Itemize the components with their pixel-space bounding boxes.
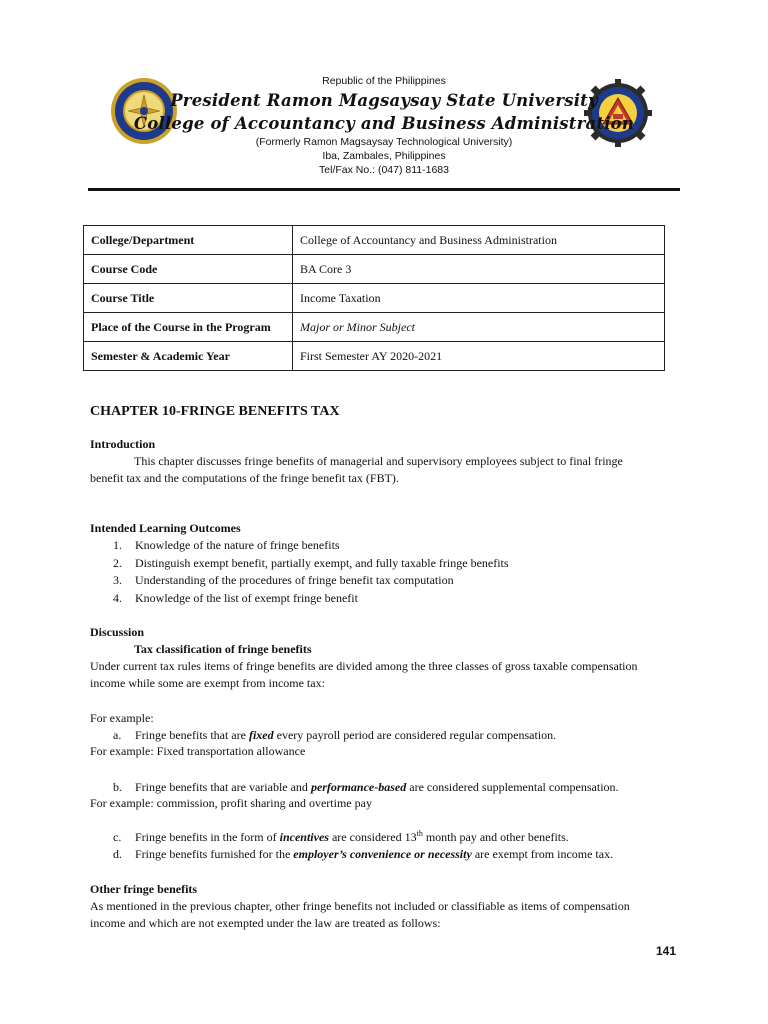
list-item: 4. Knowledge of the list of exempt fringe benefit <box>113 590 358 605</box>
list-item: b. Fringe benefits that are variable and performance-based are considered supplemental compensation. <box>113 780 619 794</box>
introduction-heading: Introduction <box>90 437 156 451</box>
row-label: Course Code <box>84 255 293 284</box>
university-name: President Ramon Magsaysay State University <box>170 91 598 110</box>
list-item: 2. Distinguish exempt benefit, partially exempt, and fully taxable fringe benefits <box>113 555 509 570</box>
college-name: College of Accountancy and Business Administration <box>133 114 635 133</box>
row-value: First Semester AY 2020-2021 <box>293 342 665 371</box>
telfax-line: Tel/Fax No.: (047) 811-1683 <box>319 164 449 176</box>
row-label: Place of the Course in the Program <box>84 313 293 342</box>
for-example-label: For example: <box>90 711 154 725</box>
list-item: 3. Understanding of the procedures of fringe benefit tax computation <box>113 573 454 587</box>
discussion-subheading: Tax classification of fringe benefits <box>134 642 312 656</box>
list-item: d. Fringe benefits furnished for the employer’s convenience or necessity are exempt from income tax. <box>113 847 614 861</box>
page-number: 141 <box>656 944 677 958</box>
row-value: Income Taxation <box>293 284 665 313</box>
other-line-2: income and which are not exempted under the law are treated as follows: <box>90 916 441 930</box>
other-heading: Other fringe benefits <box>90 882 198 896</box>
introduction-line-1: This chapter discusses fringe benefits of managerial and supervisory employees subject to final fringe <box>134 454 623 468</box>
other-line-1: As mentioned in the previous chapter, other fringe benefits not included or classifiable as items of compensation <box>90 899 630 913</box>
list-item: c. Fringe benefits in the form of incentives are considered 13th month pay and other benefits. <box>113 829 569 844</box>
row-label: Semester & Academic Year <box>84 342 293 371</box>
list-item: 1. Knowledge of the nature of fringe benefits <box>113 538 340 552</box>
table-row <box>84 313 665 342</box>
header-divider <box>88 188 680 191</box>
row-label: College/Department <box>84 226 293 255</box>
discussion-line-1: Under current tax rules items of fringe benefits are divided among the three classes of gross taxable compensation <box>90 659 638 673</box>
outcomes-heading: Intended Learning Outcomes <box>90 521 241 535</box>
formerly-line: (Formerly Ramon Magsaysay Technological University) <box>255 136 513 148</box>
discussion-heading: Discussion <box>90 625 145 639</box>
address-line: Iba, Zambales, Philippines <box>322 150 446 162</box>
table-row <box>84 284 665 313</box>
introduction-line-2: benefit tax and the computations of the fringe benefit tax (FBT). <box>90 471 399 485</box>
table-row <box>84 342 665 371</box>
list-item: a. Fringe benefits that are fixed every payroll period are considered regular compensation. <box>113 728 557 742</box>
row-value: Major or Minor Subject <box>293 313 665 342</box>
row-value: BA Core 3 <box>293 255 665 284</box>
row-value: College of Accountancy and Business Administration <box>293 226 665 255</box>
chapter-title: CHAPTER 10-FRINGE BENEFITS TAX <box>90 404 340 419</box>
example-text: For example: commission, profit sharing and overtime pay <box>90 796 372 810</box>
table-row <box>84 226 665 255</box>
table-row <box>84 255 665 284</box>
prmsu-seal-icon <box>110 77 178 145</box>
example-text: For example: Fixed transportation allowance <box>90 744 306 758</box>
outcomes-list <box>113 537 509 607</box>
discussion-line-2: income while some are exempt from income tax: <box>90 676 325 690</box>
row-label: Course Title <box>84 284 293 313</box>
course-info-table <box>83 225 665 371</box>
republic-line: Republic of the Philippines <box>322 75 446 87</box>
